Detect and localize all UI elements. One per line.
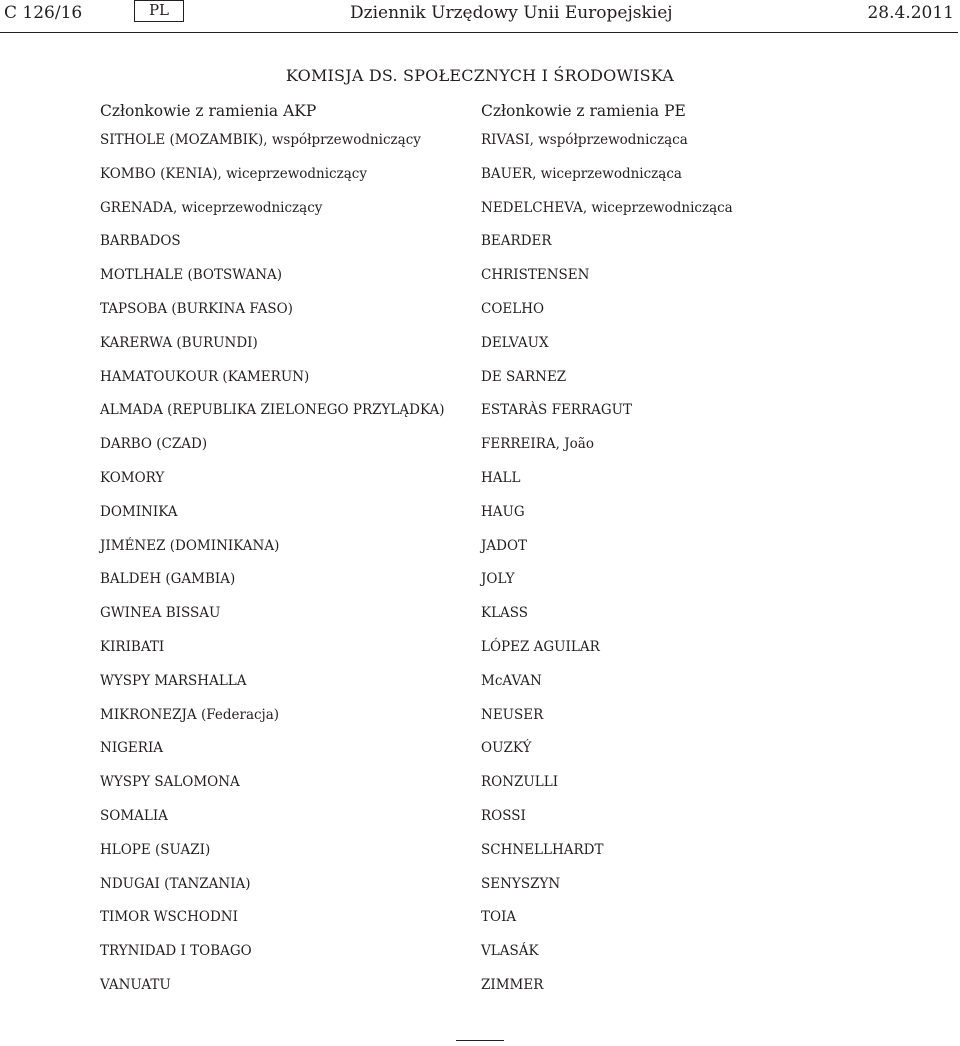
list-item: NDUGAI (TANZANIA) (100, 875, 251, 892)
list-item: TRYNIDAD I TOBAGO (100, 943, 252, 960)
list-item: BARBADOS (100, 233, 181, 250)
list-item: MIKRONEZJA (Federacja) (100, 706, 280, 723)
list-item: HAUG (481, 503, 525, 520)
list-item: ZIMMER (481, 976, 544, 993)
acp-members-column (100, 100, 520, 1009)
list-item: COELHO (481, 300, 545, 317)
list-item: GRENADA, wiceprzewodniczący (100, 199, 323, 216)
list-item: TOIA (481, 909, 517, 926)
list-item: DELVAUX (481, 334, 549, 351)
list-item: TIMOR WSCHODNI (100, 909, 238, 926)
ep-members-heading: Członkowie z ramienia PE (481, 102, 686, 120)
list-item: HAMATOUKOUR (KAMERUN) (100, 368, 310, 385)
language-badge: PL (134, 0, 184, 22)
footer-divider (456, 1040, 504, 1041)
list-item: HLOPE (SUAZI) (100, 841, 211, 858)
list-item: KOMORY (100, 469, 165, 486)
list-item: LÓPEZ AGUILAR (481, 638, 600, 655)
list-item: SOMALIA (100, 807, 168, 824)
list-item: VANUATU (100, 976, 171, 993)
ep-members-list (481, 130, 901, 1009)
list-item: SENYSZYN (481, 875, 561, 892)
list-item: DOMINIKA (100, 503, 178, 520)
ep-members-column (481, 100, 901, 1009)
list-item: CHRISTENSEN (481, 267, 590, 284)
acp-members-heading: Członkowie z ramienia AKP (100, 102, 317, 120)
list-item: MOTLHALE (BOTSWANA) (100, 267, 283, 284)
page-header (0, 0, 960, 34)
list-item: OUZKÝ (481, 740, 532, 757)
list-item: DE SARNEZ (481, 368, 567, 385)
list-item: TAPSOBA (BURKINA FASO) (100, 300, 293, 317)
list-item: JIMÉNEZ (DOMINIKANA) (100, 537, 280, 554)
list-item: KARERWA (BURUNDI) (100, 334, 258, 351)
list-item: JOLY (481, 571, 515, 588)
list-item: KLASS (481, 605, 529, 622)
list-item: SCHNELLHARDT (481, 841, 604, 858)
acp-members-list (100, 130, 520, 1009)
list-item: SITHOLE (MOZAMBIK), współprzewodniczący (100, 132, 421, 148)
list-item: BAUER, wiceprzewodnicząca (481, 165, 682, 182)
journal-reference: C 126/16 (4, 3, 83, 23)
list-item: NIGERIA (100, 740, 164, 757)
list-item: ESTARÀS FERRAGUT (481, 402, 633, 419)
list-item: KIRIBATI (100, 638, 165, 655)
list-item: GWINEA BISSAU (100, 605, 221, 622)
list-item: WYSPY SALOMONA (100, 774, 240, 791)
list-item: WYSPY MARSHALLA (100, 672, 247, 689)
list-item: ALMADA (REPUBLIKA ZIELONEGO PRZYLĄDKA) (100, 402, 445, 419)
list-item: DARBO (CZAD) (100, 436, 208, 453)
list-item: RONZULLI (481, 774, 559, 791)
list-item: BALDEH (GAMBIA) (100, 571, 236, 588)
header-divider (0, 32, 958, 33)
list-item: ROSSI (481, 807, 526, 824)
publication-date: 28.4.2011 (867, 3, 954, 23)
journal-title: Dziennik Urzędowy Unii Europejskiej (350, 3, 673, 23)
list-item: BEARDER (481, 233, 552, 250)
list-item: NEDELCHEVA, wiceprzewodnicząca (481, 199, 733, 216)
list-item: HALL (481, 469, 521, 486)
list-item: JADOT (481, 537, 528, 554)
list-item: RIVASI, współprzewodnicząca (481, 132, 688, 148)
list-item: FERREIRA, João (481, 436, 594, 453)
list-item: VLASÁK (481, 943, 539, 960)
committee-title: KOMISJA DS. SPOŁECZNYCH I ŚRODOWISKA (285, 66, 675, 85)
list-item: NEUSER (481, 706, 544, 723)
list-item: McAVAN (481, 672, 542, 689)
list-item: KOMBO (KENIA), wiceprzewodniczący (100, 165, 367, 182)
